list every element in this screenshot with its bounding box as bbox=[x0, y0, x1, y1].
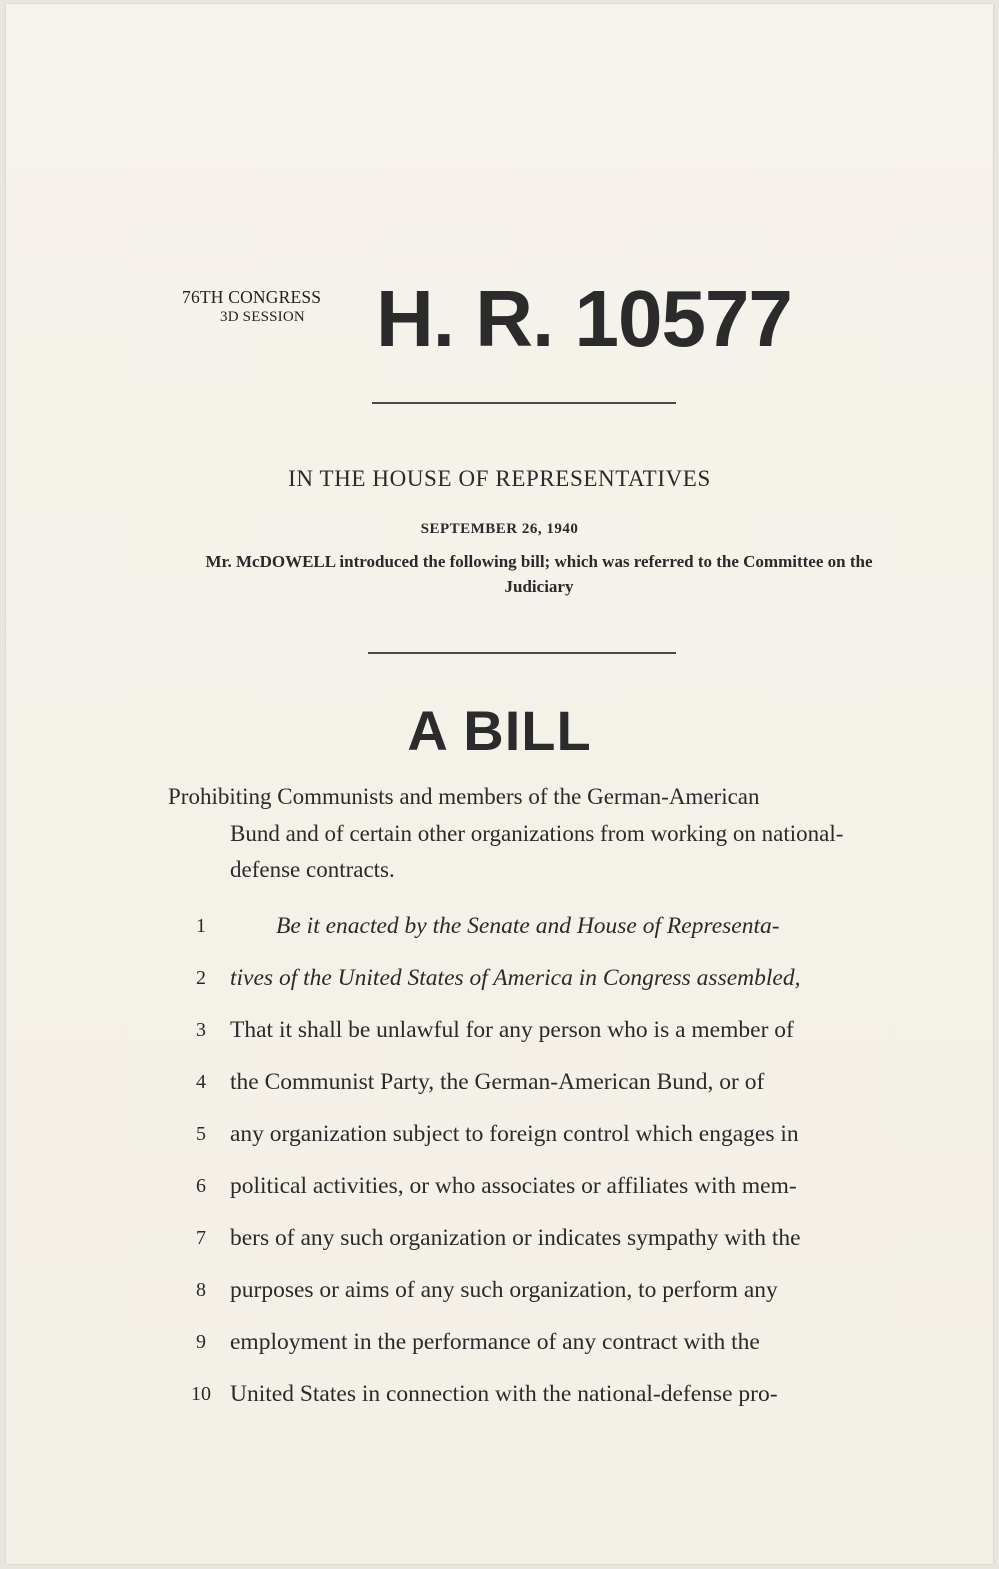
bill-line bbox=[186, 1013, 906, 1065]
bill-line bbox=[186, 1273, 906, 1325]
congress-label: 76TH CONGRESS bbox=[182, 287, 322, 307]
bill-number: H. R. 10577 bbox=[376, 274, 792, 363]
bill-title-first-line: Prohibiting Communists and members of the German-American bbox=[168, 784, 760, 809]
session-label: 3D SESSION bbox=[220, 309, 305, 325]
line-text: tives of the United States of America in Congress assembled, bbox=[230, 965, 801, 991]
house-heading: IN THE HOUSE OF REPRESENTATIVES bbox=[288, 466, 711, 491]
line-number: 4 bbox=[196, 1071, 206, 1093]
line-number: 5 bbox=[196, 1123, 206, 1145]
line-text: any organization subject to foreign control which engages in bbox=[230, 1121, 799, 1147]
line-text: Be it enacted by the Senate and House of Representa- bbox=[276, 913, 780, 939]
bill-line bbox=[186, 961, 906, 1013]
introduction-date: SEPTEMBER 26, 1940 bbox=[420, 521, 579, 537]
bleed-through-text bbox=[166, 164, 886, 186]
line-number: 8 bbox=[196, 1279, 206, 1301]
line-number: 9 bbox=[196, 1331, 206, 1353]
bill-heading: A BILL bbox=[407, 699, 592, 762]
line-number: 10 bbox=[191, 1383, 211, 1405]
congress-session-label bbox=[182, 287, 321, 327]
introduction-text: Mr. McDOWELL introduced the following bill; which was referred to the Committee on the Judiciary bbox=[205, 552, 873, 596]
line-number: 6 bbox=[196, 1175, 206, 1197]
divider-rule bbox=[372, 402, 676, 404]
line-text: the Communist Party, the German-American Bund, or of bbox=[230, 1069, 765, 1095]
bill-text bbox=[186, 909, 906, 1429]
line-number: 2 bbox=[196, 967, 206, 989]
line-text: bers of any such organization or indicates sympathy with the bbox=[230, 1225, 801, 1251]
line-text: political activities, or who associates or affiliates with mem- bbox=[230, 1173, 797, 1199]
divider-rule bbox=[368, 652, 676, 654]
bill-line bbox=[186, 1169, 906, 1221]
line-text: employment in the performance of any contract with the bbox=[230, 1329, 760, 1355]
bill-line bbox=[186, 909, 906, 961]
bleed-through-text bbox=[166, 216, 886, 238]
bill-line bbox=[186, 1325, 906, 1377]
bill-title-continuation: Bund and of certain other organizations from working on national-defense contracts. bbox=[230, 821, 844, 882]
bill-line bbox=[186, 1117, 906, 1169]
bill-line bbox=[186, 1221, 906, 1273]
line-number: 3 bbox=[196, 1019, 206, 1041]
bill-page bbox=[6, 4, 993, 1564]
bill-line bbox=[186, 1377, 906, 1429]
bill-line bbox=[186, 1065, 906, 1117]
line-number: 1 bbox=[196, 915, 206, 937]
line-number: 7 bbox=[196, 1227, 206, 1249]
bill-title bbox=[168, 778, 898, 888]
line-text: United States in connection with the national-defense pro- bbox=[230, 1381, 778, 1407]
line-text: purposes or aims of any such organization, to perform any bbox=[230, 1277, 778, 1303]
line-text: That it shall be unlawful for any person who is a member of bbox=[230, 1017, 794, 1043]
